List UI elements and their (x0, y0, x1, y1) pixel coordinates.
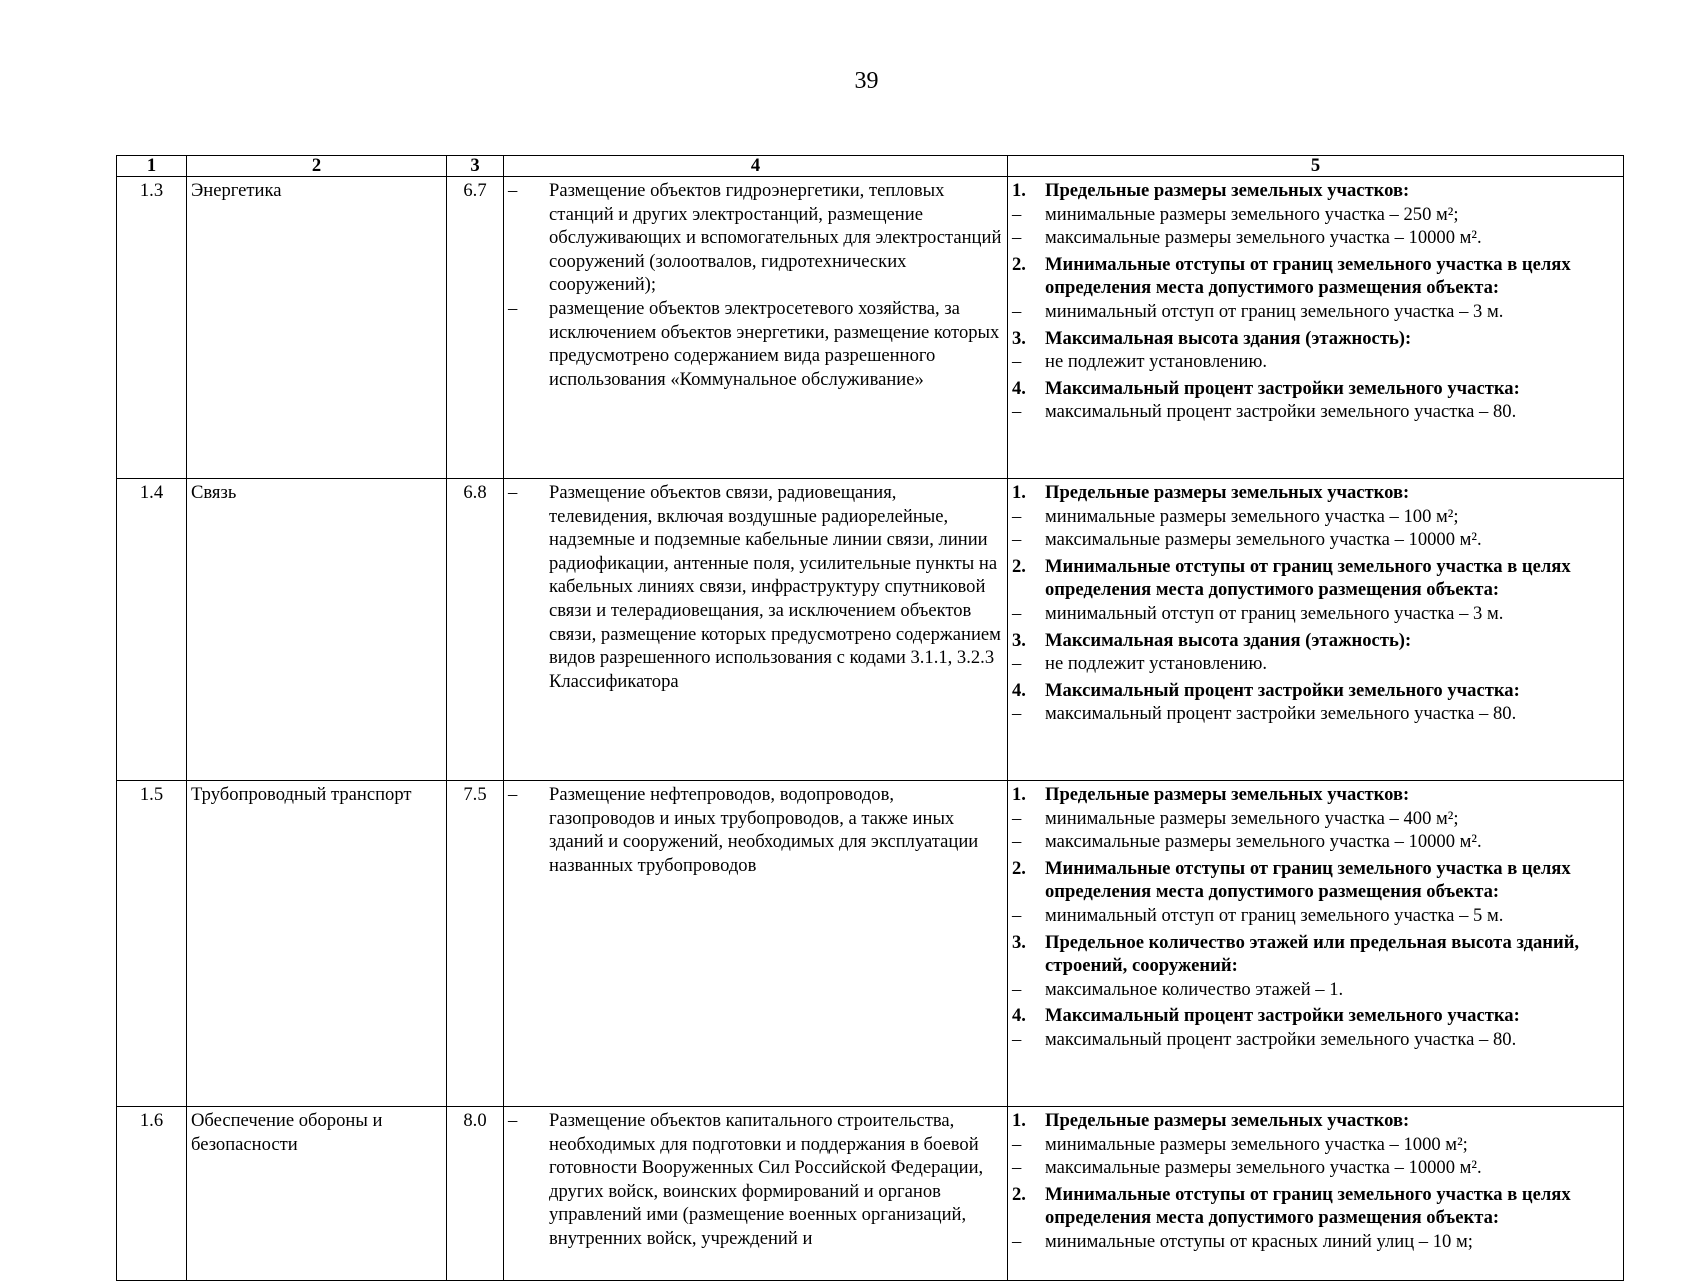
dash-marker: – (1012, 227, 1022, 249)
parameter-value-text: максимальный процент застройки земельного участка – 80. (1045, 1028, 1517, 1050)
use-type-name: Обеспечение обороны и безопасности (187, 1107, 447, 1281)
parameter-value (1012, 400, 1619, 424)
parameter-number: 3. (1012, 629, 1026, 651)
description-text: Размещение нефтепроводов, водопроводов, газопроводов и иных трубопроводов, а также иных зданий и сооружений, необходимых для эксплуатации названных трубопроводов (549, 784, 979, 876)
dash-marker: – (1012, 831, 1022, 853)
parameters (1008, 1107, 1624, 1281)
use-type-name: Энергетика (187, 177, 447, 479)
parameter-value (1012, 226, 1619, 250)
parameter-number: 3. (1012, 931, 1026, 953)
parameter-value-text: максимальный процент застройки земельного участка – 80. (1045, 401, 1517, 423)
table-body (117, 177, 1624, 1281)
parameter-value (1012, 1156, 1619, 1180)
parameter-value-text: минимальные отступы от красных линий улиц – 10 м; (1045, 1230, 1473, 1252)
dash-marker: – (508, 482, 518, 503)
parameter-value-text: максимальные размеры земельного участка – 10000 м². (1045, 227, 1482, 249)
header-col-2: 2 (187, 156, 447, 177)
table-row (117, 479, 1624, 781)
zoning-table (116, 155, 1624, 1281)
parameter-title: Максимальная высота здания (этажность): (1045, 327, 1412, 349)
dash-marker: – (1012, 807, 1022, 829)
description-text: размещение объектов электросетевого хозяйства, за исключением объектов энергетики, размещение которых предусмотрено содержанием вида разрешенного использования «Коммунальное обслуживание» (549, 297, 1000, 390)
parameter-heading (1012, 179, 1619, 203)
parameter-value (1012, 904, 1619, 928)
parameter-number: 4. (1012, 679, 1026, 701)
classifier-code: 6.7 (447, 177, 504, 479)
dash-marker: – (1012, 653, 1022, 675)
parameter-number: 2. (1012, 857, 1026, 879)
classifier-code: 8.0 (447, 1107, 504, 1281)
parameter-number: 4. (1012, 1005, 1026, 1027)
parameter-title: Минимальные отступы от границ земельного участка в целях определения места допустимого размещения объекта: (1045, 253, 1571, 299)
parameter-title: Максимальный процент застройки земельного участка: (1045, 377, 1520, 399)
use-description (504, 479, 1008, 781)
use-description (504, 1107, 1008, 1281)
parameter-heading (1012, 629, 1619, 653)
dash-marker: – (1012, 351, 1022, 373)
header-col-1: 1 (117, 156, 187, 177)
header-col-5: 5 (1008, 156, 1624, 177)
parameter-number: 4. (1012, 377, 1026, 399)
description-item (508, 783, 1003, 877)
parameter-value (1012, 1028, 1619, 1052)
dash-marker: – (1012, 904, 1022, 926)
parameter-value (1012, 1230, 1619, 1254)
parameter-heading (1012, 931, 1619, 978)
parameter-value-text: максимальное количество этажей – 1. (1045, 978, 1344, 1000)
parameter-value (1012, 602, 1619, 626)
parameter-heading (1012, 1004, 1619, 1028)
parameter-number: 1. (1012, 180, 1026, 201)
parameter-value-text: максимальный процент застройки земельного участка – 80. (1045, 703, 1517, 725)
header-row (117, 156, 1624, 177)
table-row (117, 1107, 1624, 1281)
parameter-value (1012, 830, 1619, 854)
parameter-value (1012, 1133, 1619, 1157)
dash-marker: – (1012, 703, 1022, 725)
parameter-heading (1012, 857, 1619, 904)
dash-marker: – (1012, 1028, 1022, 1050)
parameter-heading (1012, 327, 1619, 351)
parameter-title: Предельные размеры земельных участков: (1045, 1110, 1410, 1131)
description-item (508, 481, 1003, 693)
parameter-heading (1012, 1109, 1619, 1133)
parameter-number: 2. (1012, 253, 1026, 275)
header-col-4: 4 (504, 156, 1008, 177)
parameter-title: Минимальные отступы от границ земельного участка в целях определения места допустимого размещения объекта: (1045, 555, 1571, 601)
dash-marker: – (1012, 203, 1022, 225)
parameter-title: Максимальный процент застройки земельного участка: (1045, 1005, 1520, 1027)
parameter-title: Предельное количество этажей или предельная высота зданий, строений, сооружений: (1045, 931, 1580, 977)
parameter-value (1012, 702, 1619, 726)
use-description (504, 781, 1008, 1107)
parameter-title: Минимальные отступы от границ земельного участка в целях определения места допустимого размещения объекта: (1045, 857, 1571, 903)
parameter-number: 2. (1012, 1183, 1026, 1205)
dash-marker: – (1012, 529, 1022, 551)
table-row (117, 781, 1624, 1107)
parameter-number: 1. (1012, 1110, 1026, 1131)
parameter-value (1012, 505, 1619, 529)
parameter-heading (1012, 1183, 1619, 1230)
description-text: Размещение объектов гидроэнергетики, тепловых станций и других электростанций, размещение обслуживающих и вспомогательных для электростанций сооружений (золоотвалов, гидротехнических сооружений); (549, 180, 1002, 296)
parameter-heading (1012, 377, 1619, 401)
dash-marker: – (1012, 1157, 1022, 1179)
dash-marker: – (508, 784, 518, 805)
parameter-heading (1012, 679, 1619, 703)
use-description (504, 177, 1008, 479)
description-item (508, 297, 1003, 391)
parameter-title: Предельные размеры земельных участков: (1045, 482, 1410, 503)
dash-marker: – (508, 180, 518, 201)
parameter-value-text: максимальные размеры земельного участка – 10000 м². (1045, 529, 1482, 551)
dash-marker: – (508, 1110, 518, 1131)
parameter-heading (1012, 555, 1619, 602)
parameters (1008, 479, 1624, 781)
dash-marker: – (1012, 505, 1022, 527)
parameter-number: 1. (1012, 482, 1026, 503)
parameter-value-text: минимальные размеры земельного участка – 1000 м²; (1045, 1133, 1468, 1155)
parameter-value-text: минимальные размеры земельного участка – 100 м²; (1045, 505, 1459, 527)
parameter-title: Минимальные отступы от границ земельного участка в целях определения места допустимого размещения объекта: (1045, 1183, 1571, 1229)
parameter-value-text: не подлежит установлению. (1045, 351, 1268, 373)
parameters (1008, 781, 1624, 1107)
dash-marker: – (1012, 401, 1022, 423)
parameter-value (1012, 978, 1619, 1002)
row-number: 1.4 (117, 479, 187, 781)
dash-marker: – (1012, 1230, 1022, 1252)
parameter-number: 3. (1012, 327, 1026, 349)
parameter-heading (1012, 253, 1619, 300)
dash-marker: – (1012, 978, 1022, 1000)
parameter-value-text: минимальный отступ от границ земельного участка – 3 м. (1045, 602, 1504, 624)
dash-marker: – (1012, 1133, 1022, 1155)
parameter-value (1012, 300, 1619, 324)
row-number: 1.6 (117, 1107, 187, 1281)
parameter-title: Максимальный процент застройки земельного участка: (1045, 679, 1520, 701)
row-number: 1.5 (117, 781, 187, 1107)
parameter-value-text: не подлежит установлению. (1045, 653, 1268, 675)
parameter-value-text: минимальный отступ от границ земельного участка – 3 м. (1045, 300, 1504, 322)
parameter-value (1012, 350, 1619, 374)
parameter-value-text: минимальные размеры земельного участка – 250 м²; (1045, 203, 1459, 225)
description-item (508, 179, 1003, 297)
use-type-name: Трубопроводный транспорт (187, 781, 447, 1107)
dash-marker: – (1012, 300, 1022, 322)
parameter-value (1012, 203, 1619, 227)
parameter-title: Максимальная высота здания (этажность): (1045, 629, 1412, 651)
parameter-value-text: минимальные размеры земельного участка – 400 м²; (1045, 807, 1459, 829)
parameter-value (1012, 652, 1619, 676)
parameter-number: 1. (1012, 784, 1026, 805)
parameter-value-text: максимальные размеры земельного участка – 10000 м². (1045, 831, 1482, 853)
parameter-value-text: максимальные размеры земельного участка – 10000 м². (1045, 1157, 1482, 1179)
parameter-value-text: минимальный отступ от границ земельного участка – 5 м. (1045, 904, 1504, 926)
use-type-name: Связь (187, 479, 447, 781)
parameter-number: 2. (1012, 555, 1026, 577)
classifier-code: 7.5 (447, 781, 504, 1107)
parameter-title: Предельные размеры земельных участков: (1045, 180, 1410, 201)
table-header (117, 156, 1624, 177)
description-text: Размещение объектов капитального строительства, необходимых для подготовки и поддержания в боевой готовности Вооруженных Сил Российской Федерации, других войск, воинских формирований и органов управлений ими (размещение военных организаций, внутренних войск, учреждений и (549, 1110, 984, 1249)
parameter-value (1012, 807, 1619, 831)
header-col-3: 3 (447, 156, 504, 177)
dash-marker: – (508, 297, 518, 319)
parameter-value (1012, 528, 1619, 552)
description-item (508, 1109, 1003, 1251)
description-text: Размещение объектов связи, радиовещания, телевидения, включая воздушные радиорелейные, надземные и подземные кабельные линии связи, линии радиофикации, антенные поля, усилительные пункты на кабельных линиях связи, инфраструктуру спутниковой связи и телерадиовещания, за исключением объектов связи, размещение которых предусмотрено содержанием видов разрешенного использования с кодами 3.1.1, 3.2.3 Классификатора (549, 482, 1001, 692)
row-number: 1.3 (117, 177, 187, 479)
table-row (117, 177, 1624, 479)
parameter-heading (1012, 481, 1619, 505)
parameter-title: Предельные размеры земельных участков: (1045, 784, 1410, 805)
dash-marker: – (1012, 602, 1022, 624)
classifier-code: 6.8 (447, 479, 504, 781)
parameter-heading (1012, 783, 1619, 807)
page-number: 39 (854, 68, 879, 94)
parameters (1008, 177, 1624, 479)
